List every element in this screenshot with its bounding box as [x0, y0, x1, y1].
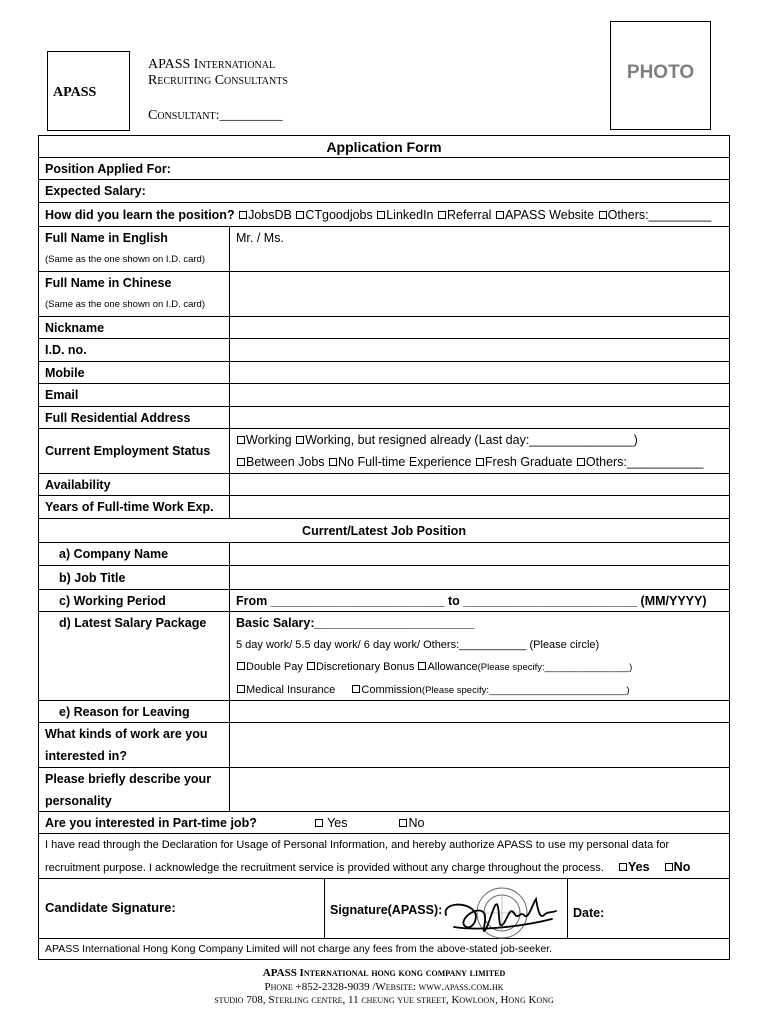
learn-question: How did you learn the position?	[45, 208, 235, 222]
option-employment-others: Others:___________	[585, 455, 704, 469]
nickname-field[interactable]	[229, 317, 729, 338]
checkbox-resigned[interactable]	[296, 436, 304, 444]
checkbox-medical-insurance[interactable]	[237, 685, 245, 693]
checkbox-ctgoodjobs[interactable]	[296, 211, 304, 219]
learn-cell	[39, 203, 729, 226]
personality-label-1: Please briefly describe your	[45, 772, 212, 786]
nickname-row	[38, 317, 730, 339]
checkbox-allowance[interactable]	[418, 662, 426, 670]
work-kind-label	[39, 723, 229, 767]
availability-field[interactable]	[229, 474, 729, 495]
checkbox-others[interactable]	[599, 211, 607, 219]
candidate-signature-cell[interactable]	[39, 879, 324, 938]
job-section-title: Current/Latest Job Position	[302, 524, 466, 538]
logo-text: APASS	[53, 85, 97, 100]
form-title-row	[38, 135, 730, 158]
salary-row[interactable]	[38, 180, 730, 203]
parttime-cell	[39, 812, 729, 833]
checkbox-declaration-yes[interactable]	[619, 863, 627, 871]
name-cn-note: (Same as the one shown on I.D. card)	[45, 299, 205, 310]
option-medical-insurance: Medical Insurance	[246, 684, 336, 696]
option-others: Others:_________	[607, 208, 712, 222]
company-subtitle: Recruiting Consultants	[148, 73, 288, 88]
name-cn-field[interactable]	[229, 272, 729, 316]
handwritten-signature	[446, 899, 556, 931]
checkbox-employment-others[interactable]	[577, 458, 585, 466]
personality-label	[39, 768, 229, 811]
checkbox-no-experience[interactable]	[329, 458, 337, 466]
application-form	[38, 135, 730, 960]
option-jobsdb: JobsDB	[248, 208, 292, 222]
name-en-label: Full Name in English	[45, 231, 168, 245]
id-field[interactable]	[229, 339, 729, 361]
reason-field[interactable]	[229, 701, 729, 722]
work-kind-label-1: What kinds of work are you	[45, 727, 208, 741]
salary-label: Expected Salary:	[45, 184, 146, 198]
email-row	[38, 384, 730, 407]
name-en-label-cell	[39, 227, 229, 271]
working-period-label: c) Working Period	[59, 594, 166, 608]
option-working: Working	[246, 433, 292, 447]
working-period-row	[38, 590, 730, 612]
address-field[interactable]	[229, 407, 729, 428]
employment-options	[229, 429, 729, 473]
personality-field[interactable]	[229, 768, 729, 811]
parttime-row	[38, 812, 730, 834]
job-title-field[interactable]	[229, 566, 729, 589]
company-name-row	[38, 543, 730, 566]
checkbox-commission[interactable]	[352, 685, 360, 693]
candidate-signature-label: Candidate Signature:	[45, 900, 176, 915]
commission-note: (Please specify:__________________________)	[421, 685, 630, 696]
employment-line-2	[236, 451, 729, 473]
availability-row	[38, 474, 730, 496]
learn-row	[38, 203, 730, 227]
checkbox-parttime-no[interactable]	[399, 819, 407, 827]
disclaimer-row	[38, 939, 730, 960]
company-name: APASS International	[148, 57, 276, 72]
years-exp-field[interactable]	[229, 496, 729, 518]
mobile-label: Mobile	[45, 366, 85, 380]
consultant-field[interactable]: Consultant:_________	[148, 108, 283, 123]
name-en-note: (Same as the one shown on I.D. card)	[45, 254, 205, 265]
declaration-no-label: No	[673, 860, 691, 874]
declaration-cell	[39, 834, 729, 878]
parttime-question: Are you interested in Part-time job?	[45, 816, 257, 830]
salary-benefits-line-2	[236, 679, 729, 702]
option-allowance: Allowance	[427, 661, 478, 673]
employment-label: Current Employment Status	[45, 444, 211, 458]
salary-package-cell	[229, 612, 729, 700]
name-en-field[interactable]: Mr. / Ms.	[229, 227, 729, 271]
declaration-text-2: recruitment purpose. I acknowledge the recruitment service is provided without any charge throughout the process.	[45, 862, 604, 874]
company-heading	[148, 57, 288, 89]
name-cn-label: Full Name in Chinese	[45, 276, 172, 290]
checkbox-referral[interactable]	[438, 211, 446, 219]
declaration-row	[38, 834, 730, 879]
id-label: I.D. no.	[45, 343, 87, 357]
email-field[interactable]	[229, 384, 729, 406]
years-exp-row	[38, 496, 730, 519]
mobile-field[interactable]	[229, 362, 729, 383]
apass-signature-label: Signature(APASS):	[330, 903, 443, 917]
address-label: Full Residential Address	[45, 411, 191, 425]
email-label: Email	[45, 388, 79, 402]
date-cell[interactable]	[567, 879, 729, 938]
employment-line-1	[236, 429, 729, 451]
option-ctgoodjobs: CTgoodjobs	[305, 208, 373, 222]
option-linkedin: LinkedIn	[386, 208, 434, 222]
employment-row	[38, 429, 730, 474]
id-row	[38, 339, 730, 362]
disclaimer-text: APASS International Hong Kong Company Limited will not charge any fees from the above-stated job-seeker.	[45, 943, 553, 955]
checkbox-apass-website[interactable]	[496, 211, 504, 219]
signature-row	[38, 879, 730, 939]
work-kind-label-2: interested in?	[45, 749, 127, 763]
form-title: Application Form	[326, 139, 442, 155]
checkbox-linkedin[interactable]	[377, 211, 385, 219]
position-row[interactable]	[38, 158, 730, 180]
job-title-row	[38, 566, 730, 590]
name-cn-label-cell	[39, 272, 229, 316]
salary-package-label: d) Latest Salary Package	[59, 616, 207, 630]
checkbox-fresh-graduate[interactable]	[476, 458, 484, 466]
job-title-label: b) Job Title	[59, 571, 126, 585]
checkbox-between-jobs[interactable]	[237, 458, 245, 466]
reason-row	[38, 701, 730, 723]
checkbox-working[interactable]	[237, 436, 245, 444]
nickname-label: Nickname	[45, 321, 105, 335]
company-name-field[interactable]	[229, 543, 729, 565]
company-name-label: a) Company Name	[59, 547, 169, 561]
personality-row	[38, 768, 730, 812]
work-days-options[interactable]: 5 day work/ 5.5 day work/ 6 day work/ Others:___________ (Please circle)	[236, 639, 600, 651]
option-double-pay: Double Pay	[246, 661, 303, 673]
name-en-row	[38, 227, 730, 272]
availability-label: Availability	[45, 478, 111, 492]
declaration-line-1: I have read through the Declaration for Usage of Personal Information, and hereby authorize APASS to use my personal data for	[45, 839, 670, 851]
date-label: Date:	[573, 906, 605, 920]
salary-package-row	[38, 612, 730, 701]
work-kind-row	[38, 723, 730, 768]
parttime-no-label: No	[408, 816, 425, 830]
years-exp-label: Years of Full-time Work Exp.	[45, 500, 214, 514]
footer-company-name: APASS International hong kong company limited	[262, 967, 506, 979]
declaration-yes-label: Yes	[627, 860, 650, 874]
allowance-note: (Please specify:________________)	[477, 662, 633, 673]
option-referral: Referral	[446, 208, 492, 222]
declaration-line-2	[45, 856, 729, 879]
signature-stamp-image	[440, 885, 558, 943]
option-between-jobs: Between Jobs	[246, 455, 325, 469]
checkbox-declaration-no[interactable]	[665, 863, 673, 871]
checkbox-jobsdb[interactable]	[239, 211, 247, 219]
salary-benefits-line-1	[236, 656, 729, 679]
checkbox-discretionary-bonus[interactable]	[307, 662, 315, 670]
option-discretionary-bonus: Discretionary Bonus	[315, 661, 415, 673]
checkbox-double-pay[interactable]	[237, 662, 245, 670]
footer-contact: Phone +852-2328-9039 /Website: www.apass.com.hk	[264, 981, 504, 993]
option-resigned: Working, but resigned already (Last day:_______________)	[305, 433, 638, 447]
working-period-field[interactable]: From _________________________ to _________________________ (MM/YYYY)	[229, 590, 729, 611]
basic-salary-field[interactable]: Basic Salary:_______________________	[236, 616, 475, 630]
position-label: Position Applied For:	[45, 162, 171, 176]
job-section-row	[38, 519, 730, 543]
option-fresh-graduate: Fresh Graduate	[484, 455, 573, 469]
reason-label: e) Reason for Leaving	[59, 705, 190, 719]
work-kind-field[interactable]	[229, 723, 729, 767]
personality-label-2: personality	[45, 794, 112, 808]
checkbox-parttime-yes[interactable]	[315, 819, 323, 827]
address-row	[38, 407, 730, 429]
photo-placeholder: PHOTO	[626, 62, 695, 83]
option-apass-website: APASS Website	[504, 208, 595, 222]
mobile-row	[38, 362, 730, 384]
parttime-yes-label: Yes	[327, 816, 348, 830]
option-commission: Commission	[361, 684, 422, 696]
footer-address: studio 708, Sterling centre, 11 cheung yue street, Kowloon, Hong Kong	[214, 994, 554, 1006]
name-cn-row	[38, 272, 730, 317]
option-no-experience: No Full-time Experience	[338, 455, 472, 469]
